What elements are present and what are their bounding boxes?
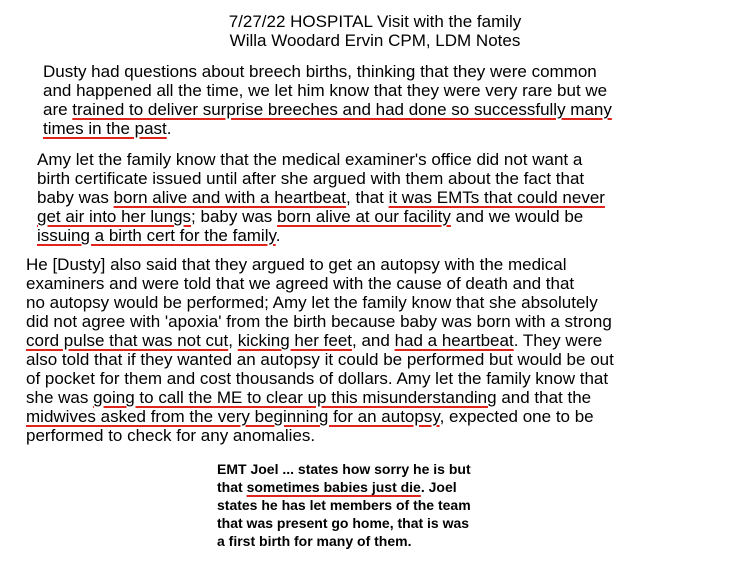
text-line <box>26 331 614 350</box>
document-subtitle: Willa Woodard Ervin CPM, LDM Notes <box>229 31 521 50</box>
text-line: and happened all the time, we let him know that they were very rare but we <box>43 81 608 100</box>
underlined-phrase: kicking her feet <box>237 331 353 350</box>
text-line: states he has let members of the team <box>217 497 471 513</box>
paragraph-birth-certificate <box>37 150 605 245</box>
underlined-phrase: born alive and with a heartbeat <box>113 188 347 207</box>
underlined-phrase: midwives asked from the very beginning for an autopsy <box>26 407 440 426</box>
text-line: performed to check for any anomalies. <box>26 426 316 445</box>
text-line: birth certificate issued until after she argued with them about the fact that <box>37 169 585 188</box>
text-line: examiners and were told that we agreed with the cause of death and that <box>26 274 575 293</box>
underlined-phrase: going to call the ME to clear up this misunderstanding <box>93 388 497 407</box>
text-segment: , and <box>352 331 395 350</box>
text-segment: ; baby was <box>191 207 278 226</box>
underlined-phrase: issuing a birth cert for the family <box>37 226 276 245</box>
text-line: He [Dusty] also said that they argued to get an autopsy with the medical <box>26 255 567 274</box>
text-line: did not agree with 'apoxia' from the birth because baby was born with a strong <box>26 312 612 331</box>
underlined-phrase: had a heartbeat <box>394 331 514 350</box>
text-segment: . They were <box>513 331 603 350</box>
text-line <box>26 407 614 426</box>
text-segment: and that the <box>496 388 592 407</box>
text-line: EMT Joel ... states how sorry he is but <box>217 461 471 477</box>
text-segment: are <box>43 100 73 119</box>
text-segment: . Joel <box>420 479 457 495</box>
text-line: a first birth for many of them. <box>217 533 412 549</box>
text-segment: baby was <box>37 188 114 207</box>
text-line: of pocket for them and cost thousands of dollars. Amy let the family know that <box>26 369 609 388</box>
text-line <box>37 207 605 226</box>
text-segment: that <box>217 479 247 495</box>
underlined-phrase: born alive at our facility <box>277 207 451 226</box>
text-line <box>43 119 612 138</box>
underlined-phrase: trained to deliver surprise breeches and had done so successfully many <box>72 100 612 119</box>
text-line: also told that if they wanted an autopsy it could be performed but would be out <box>26 350 614 369</box>
text-line <box>217 478 471 496</box>
text-segment: , expected one to be <box>439 407 594 426</box>
text-segment: , <box>228 331 238 350</box>
underlined-phrase: cord pulse that was not cut <box>26 331 229 350</box>
text-segment: she was <box>26 388 94 407</box>
text-line <box>26 388 614 407</box>
paragraph-autopsy <box>26 255 614 445</box>
text-line <box>37 188 605 207</box>
underlined-phrase: get air into her lungs <box>37 207 192 226</box>
text-line: Amy let the family know that the medical examiner's office did not want a <box>37 150 583 169</box>
text-segment: . <box>275 226 281 245</box>
emt-note <box>217 460 471 550</box>
text-line <box>37 226 605 245</box>
document-title: 7/27/22 HOSPITAL Visit with the family <box>228 12 522 31</box>
paragraph-breech-births <box>43 62 612 138</box>
text-line <box>43 100 612 119</box>
text-segment: . <box>166 119 172 138</box>
text-line: Dusty had questions about breech births, thinking that they were common <box>43 62 597 81</box>
underlined-phrase: times in the past <box>43 119 167 138</box>
text-segment: , that <box>346 188 389 207</box>
text-line: no autopsy would be performed; Amy let the family know that she absolutely <box>26 293 598 312</box>
text-line: that was present go home, that is was <box>217 515 470 531</box>
underlined-phrase: sometimes babies just die <box>246 479 421 495</box>
underlined-phrase: it was EMTs that could never <box>388 188 605 207</box>
text-segment: and we would be <box>450 207 584 226</box>
